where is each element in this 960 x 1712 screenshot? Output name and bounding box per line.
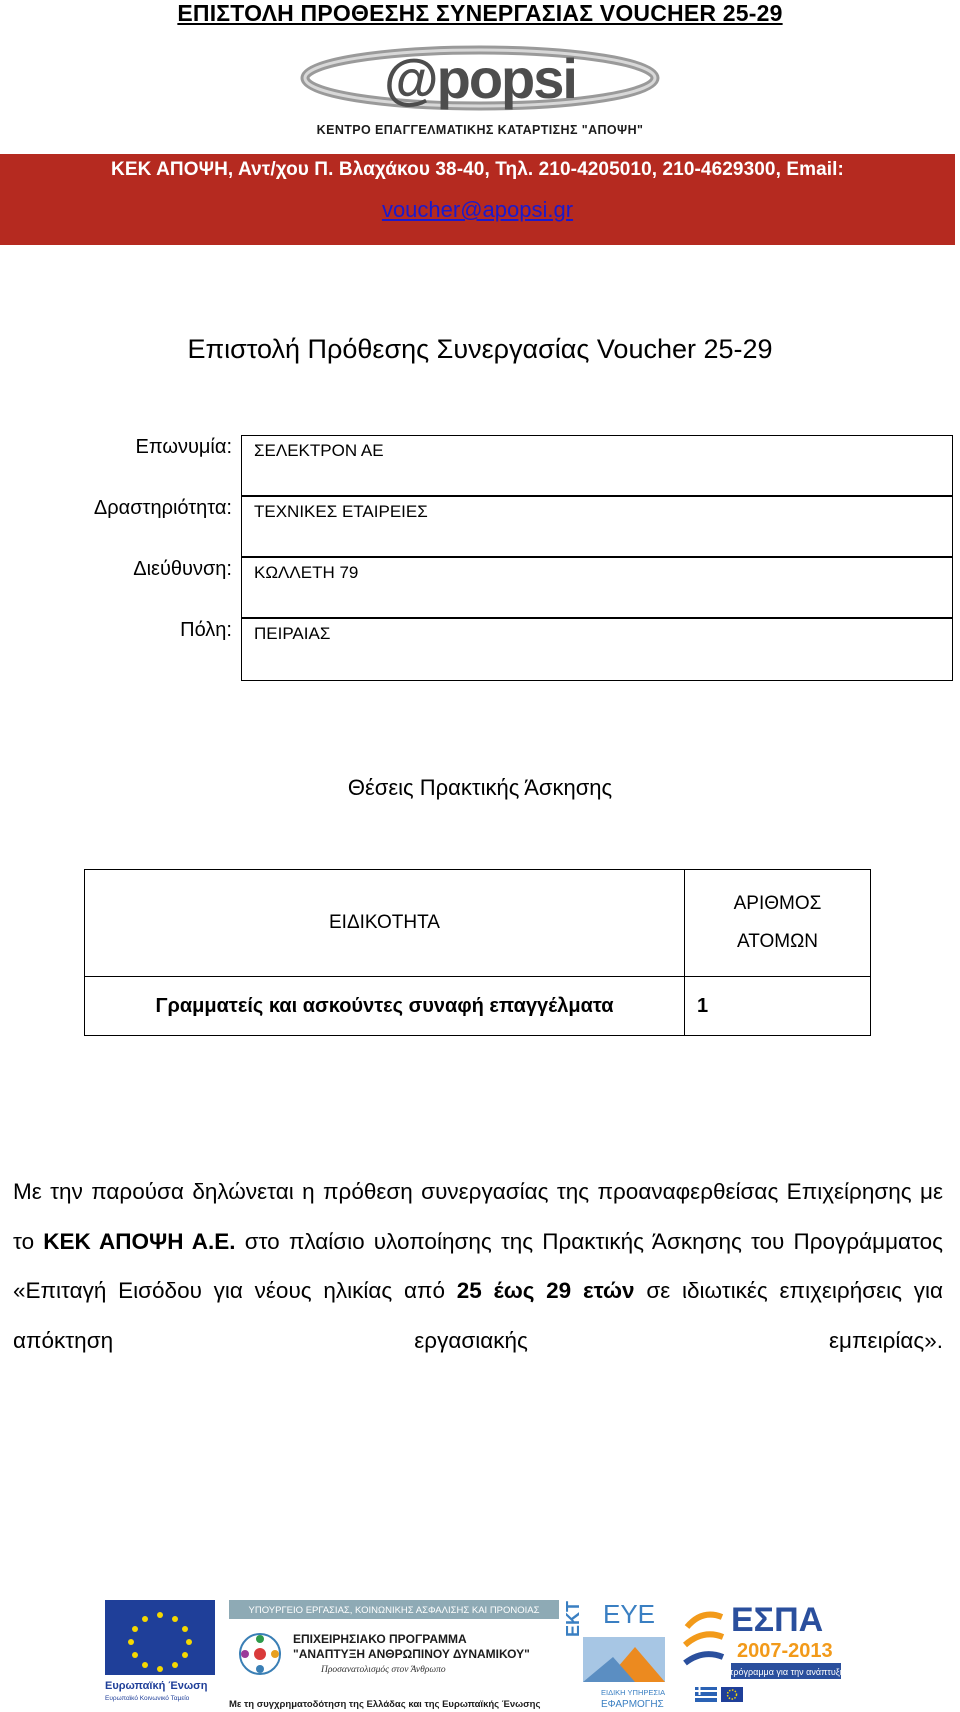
footer-logos xyxy=(105,1597,845,1712)
table-row xyxy=(85,977,871,1036)
positions-heading: Θέσεις Πρακτικής Άσκησης xyxy=(347,775,613,800)
count-header-line2: ΑΤΟΜΩΝ xyxy=(736,931,819,952)
email-link[interactable]: voucher@apopsi.gr xyxy=(381,197,574,222)
eu-sublabel: Ευρωπαϊκό Κοινωνικό Ταμείο xyxy=(105,1695,190,1702)
paragraph-bold-ages: 25 έως 29 ετών xyxy=(456,1278,635,1303)
city-label: Πόλη: xyxy=(180,619,232,641)
activity-label: Δραστηριότητα: xyxy=(93,497,232,519)
company-name-field: ΣΕΛΕΚΤΡΟΝ ΑΕ xyxy=(241,435,953,496)
positions-table xyxy=(84,869,871,1036)
eye-emblem-icon xyxy=(583,1637,665,1682)
eye-label: ΕΥΕ xyxy=(603,1599,656,1629)
program-line1: ΕΠΙΧΕΙΡΗΣΙΑΚΟ ΠΡΟΓΡΑΜΜΑ xyxy=(293,1632,467,1646)
ekt-label: ΕΚΤ xyxy=(563,1601,583,1637)
paragraph-text-2: στο πλαίσιο υλοποίησης της Πρακτικής Άσκησης του Προγράμματος «Επιταγή Εισόδου για νέους ηλικίας από xyxy=(13,1228,943,1303)
program-emblem-icon xyxy=(240,1634,280,1674)
table-header-row xyxy=(85,870,871,977)
eu-label: Ευρωπαϊκή Ένωση xyxy=(105,1680,208,1692)
program-tagline: Προσανατολισμός στον Άνθρωπο xyxy=(321,1665,446,1675)
espa-label: ΕΣΠΑ xyxy=(731,1601,824,1639)
ministry-label: ΥΠΟΥΡΓΕΙΟ ΕΡΓΑΣΙΑΣ, ΚΟΙΝΩΝΙΚΗΣ ΑΣΦΑΛΙΣΗΣ ΚΑΙ ΠΡΟΝΟΙΑΣ xyxy=(248,1605,540,1616)
paragraph-bold-kek: ΚΕΚ ΑΠΟΨΗ Α.Ε. xyxy=(43,1228,236,1254)
city-field: ΠΕΙΡΑΙΑΣ xyxy=(241,618,953,681)
paragraph-text-3: σε ιδιωτικές επιχειρήσεις για απόκτηση εργασιακής εμπειρίας». xyxy=(13,1278,943,1353)
letter-heading: Επιστολή Πρόθεσης Συνεργασίας Voucher 25-29 xyxy=(187,334,773,364)
intent-paragraph xyxy=(13,1167,943,1365)
activity-field: ΤΕΧΝΙΚΕΣ ΕΤΑΙΡΕΙΕΣ xyxy=(241,496,953,557)
eye-sub2: ΕΦΑΡΜΟΓΗΣ xyxy=(601,1699,664,1710)
eu-flag-icon xyxy=(105,1600,215,1675)
espa-tagline: πρόγραμμα για την ανάπτυξη xyxy=(727,1667,845,1677)
logo-subtitle: ΚΕΝΤΡΟ ΕΠΑΓΓΕΛΜΑΤΙΚΗΣ ΚΑΤΑΡΤΙΣΗΣ "ΑΠΟΨΗ" xyxy=(316,123,644,137)
program-line2: "ΑΝΑΠΤΥΞΗ ΑΝΘΡΩΠΙΝΟΥ ΔΥΝΑΜΙΚΟΥ" xyxy=(293,1647,530,1661)
greek-flag-icon xyxy=(695,1687,717,1702)
count-column-header xyxy=(685,870,871,977)
cofinance-note: Με τη συγχρηματοδότηση της Ελλάδας και της Ευρωπαϊκής Ένωσης xyxy=(229,1699,541,1710)
contact-banner xyxy=(0,154,955,245)
eye-sub1: ΕΙΔΙΚΗ ΥΠΗΡΕΣΙΑ xyxy=(601,1688,666,1697)
address-field: ΚΩΛΛΕΤΗ 79 xyxy=(241,557,953,618)
eu-mini-flag-icon xyxy=(721,1687,743,1702)
address-label: Διεύθυνση: xyxy=(133,558,232,580)
contact-line: ΚΕΚ ΑΠΟΨΗ, Αντ/χου Π. Βλαχάκου 38-40, Τηλ. 210-4205010, 210-4629300, Email: xyxy=(111,159,844,180)
specialty-column-header: ΕΙΔΙΚΟΤΗΤΑ xyxy=(85,870,685,977)
count-cell: 1 xyxy=(685,977,871,1036)
specialty-cell: Γραμματείς και ασκούντες συναφή επαγγέλματα xyxy=(85,977,685,1036)
espa-years: 2007-2013 xyxy=(737,1640,833,1662)
paragraph-text-1: Με την παρούσα δηλώνεται η πρόθεση συνεργασίας της προαναφερθείσας Επιχείρησης με το xyxy=(13,1179,943,1254)
count-header-line1: ΑΡΙΘΜΟΣ xyxy=(733,893,822,914)
company-name-label: Επωνυμία: xyxy=(135,436,232,458)
document-title: ΕΠΙΣΤΟΛΗ ΠΡΟΘΕΣΗΣ ΣΥΝΕΡΓΑΣΙΑΣ VOUCHER 25-29 xyxy=(177,0,783,26)
espa-swoosh-icon xyxy=(685,1615,723,1663)
logo-wordmark: @popsi xyxy=(384,47,576,110)
